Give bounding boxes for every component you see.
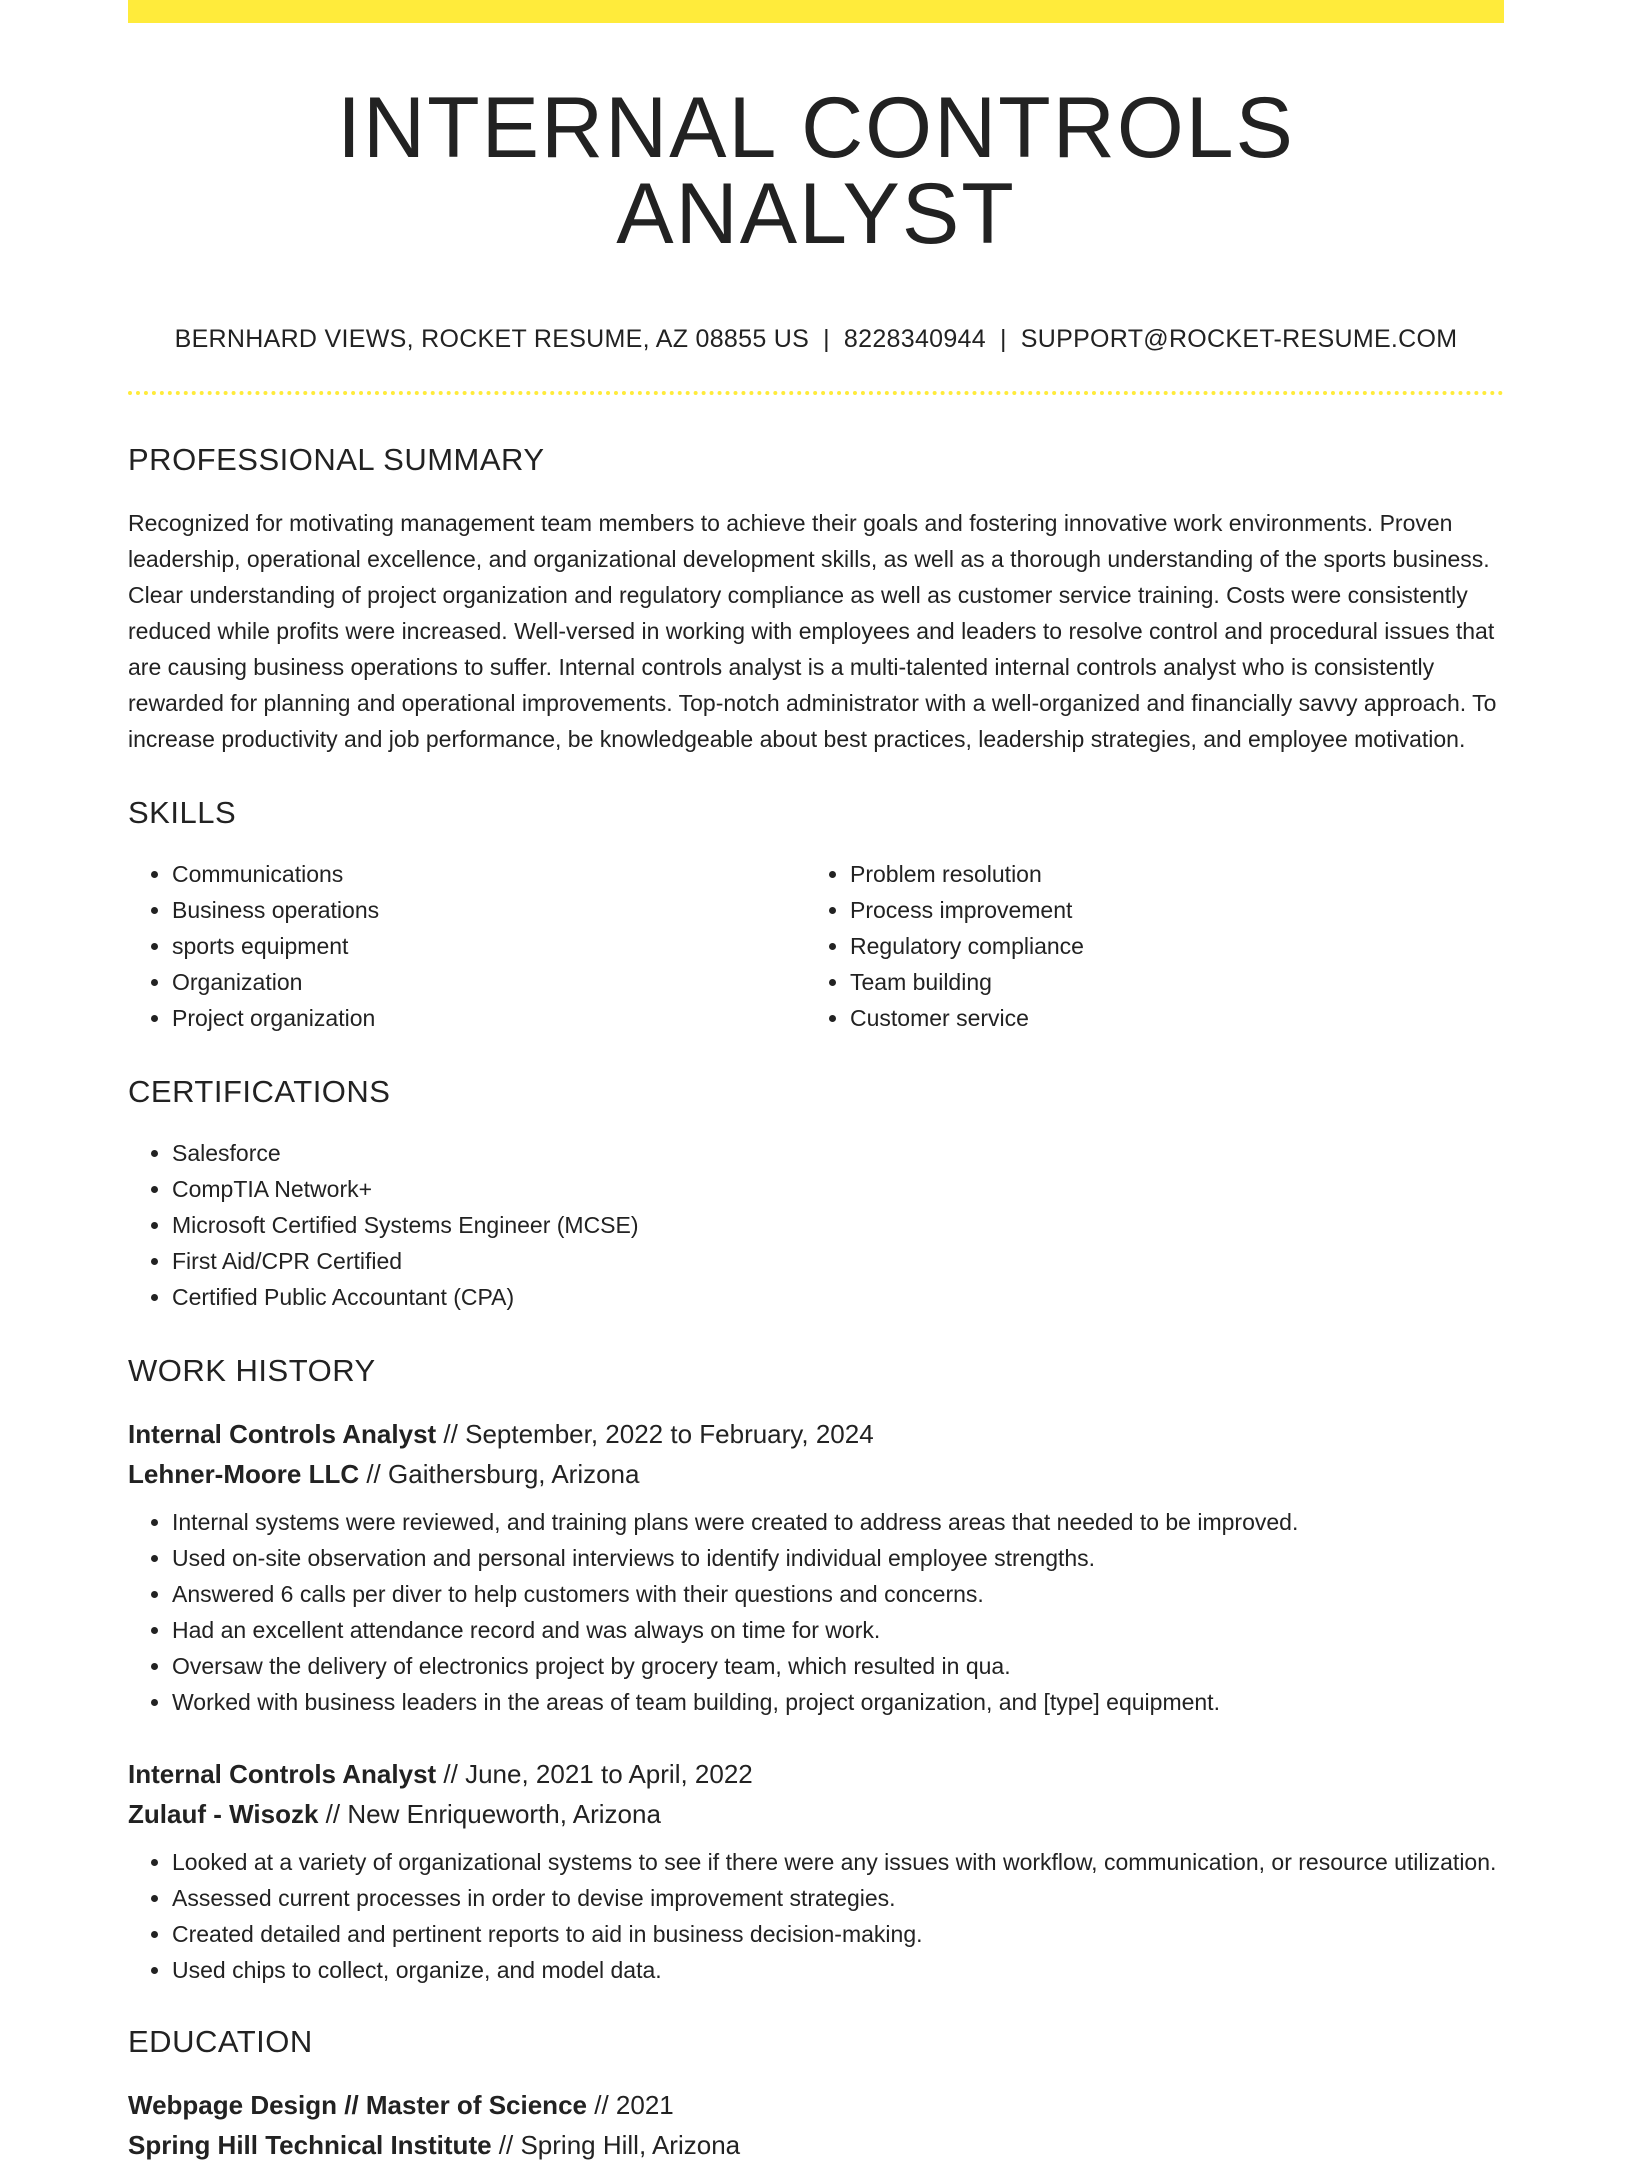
job-bullet: • Looked at a variety of organizational systems to see if there were any issues with workflow, communication, or resource utilization. bbox=[172, 1844, 1504, 1880]
certification-item: • CompTIA Network+ bbox=[172, 1171, 1504, 1207]
job-bullet: • Used on-site observation and personal interviews to identify individual employee strengths. bbox=[172, 1540, 1504, 1576]
education-school: Spring Hill Technical Institute bbox=[128, 2130, 492, 2160]
job-bullet: • Used chips to collect, organize, and model data. bbox=[172, 1952, 1504, 1988]
job-dates: // September, 2022 to February, 2024 bbox=[436, 1419, 874, 1449]
education-school-line bbox=[128, 2125, 1504, 2165]
contact-line bbox=[128, 327, 1504, 352]
job-role: Internal Controls Analyst bbox=[128, 1419, 437, 1449]
candidate-name: INTERNAL CONTROLS ANALYST bbox=[337, 80, 1295, 262]
skills-list-right bbox=[806, 856, 1484, 1036]
job-bullet: • Assessed current processes in order to devise improvement strategies. bbox=[172, 1880, 1504, 1916]
certification-item: • Microsoft Certified Systems Engineer (MCSE) bbox=[172, 1207, 1504, 1243]
job-company: Zulauf - Wisozk bbox=[128, 1799, 319, 1829]
job-title-line bbox=[128, 1414, 1504, 1454]
skills-grid bbox=[128, 856, 1504, 1036]
job-bullet: • Had an excellent attendance record and was always on time for work. bbox=[172, 1612, 1504, 1648]
skill-item: • Communications bbox=[172, 856, 806, 892]
job-company-line bbox=[128, 1454, 1504, 1494]
education-entry bbox=[128, 2085, 1504, 2165]
job-bullets bbox=[128, 1844, 1504, 1988]
section-title-work-history: WORK HISTORY bbox=[128, 1353, 376, 1388]
dotted-divider bbox=[128, 391, 1504, 395]
skill-item: • Customer service bbox=[850, 1000, 1484, 1036]
skill-item: • Process improvement bbox=[850, 892, 1484, 928]
job-bullet: • Oversaw the delivery of electronics project by grocery team, which resulted in qua. bbox=[172, 1648, 1504, 1684]
job-bullets bbox=[128, 1504, 1504, 1720]
skill-item: • Business operations bbox=[172, 892, 806, 928]
skill-item: • Organization bbox=[172, 964, 806, 1000]
skill-item: • Regulatory compliance bbox=[850, 928, 1484, 964]
certification-item: • Certified Public Accountant (CPA) bbox=[172, 1279, 1504, 1315]
accent-bar bbox=[128, 0, 1504, 23]
contact-phone: 8228340944 bbox=[843, 325, 986, 353]
section-title-education: EDUCATION bbox=[128, 2024, 313, 2059]
certification-item: • Salesforce bbox=[172, 1135, 1504, 1171]
contact-email: SUPPORT@ROCKET-RESUME.COM bbox=[1020, 325, 1458, 353]
job-bullet: • Internal systems were reviewed, and training plans were created to address areas that needed to be improved. bbox=[172, 1504, 1504, 1540]
section-title-skills: SKILLS bbox=[128, 795, 237, 830]
section-title-summary: PROFESSIONAL SUMMARY bbox=[128, 442, 545, 477]
job-dates: // June, 2021 to April, 2022 bbox=[436, 1759, 753, 1789]
job-entry bbox=[128, 1414, 1504, 1720]
job-bullet: • Created detailed and pertinent reports to aid in business decision-making. bbox=[172, 1916, 1504, 1952]
education-degree-line bbox=[128, 2085, 1504, 2125]
contact-address: BERNHARD VIEWS, ROCKET RESUME, AZ 08855 US bbox=[174, 325, 810, 353]
job-company: Lehner-Moore LLC bbox=[128, 1459, 360, 1489]
job-title-line bbox=[128, 1754, 1504, 1794]
skills-list-left bbox=[128, 856, 806, 1036]
education-degree: Webpage Design // Master of Science bbox=[128, 2090, 587, 2120]
certifications-list bbox=[128, 1135, 1504, 1315]
education-year: // 2021 bbox=[587, 2090, 674, 2120]
education-location: // Spring Hill, Arizona bbox=[491, 2130, 741, 2160]
job-bullet: • Answered 6 calls per diver to help customers with their questions and concerns. bbox=[172, 1576, 1504, 1612]
job-bullet: • Worked with business leaders in the areas of team building, project organization, and [type] equipment. bbox=[172, 1684, 1504, 1720]
skill-item: • Project organization bbox=[172, 1000, 806, 1036]
contact-separator: | bbox=[823, 325, 830, 353]
skill-item: • Problem resolution bbox=[850, 856, 1484, 892]
job-role: Internal Controls Analyst bbox=[128, 1759, 437, 1789]
certification-item: • First Aid/CPR Certified bbox=[172, 1243, 1504, 1279]
summary-text: Recognized for motivating management team members to achieve their goals and fostering innovative work environments. Proven leadership, operational excellence, and organizational development skills, as well as a thorough understanding of the sports business. Clear understanding of project organization and regulatory compliance as well as customer service training. Costs were consistently reduced while profits were increased. Well-versed in working with employees and leaders to resolve control and procedural issues that are causing business operations to suffer. Internal controls analyst is a multi-talented internal controls analyst who is consistently rewarded for planning and operational improvements. Top-notch administrator with a well-organized and financially savvy approach. To increase productivity and job performance, be knowledgeable about best practices, leadership strategies, and employee motivation. bbox=[128, 510, 1497, 752]
skill-item: • Team building bbox=[850, 964, 1484, 1000]
job-location: // New Enriqueworth, Arizona bbox=[318, 1799, 661, 1829]
section-title-certifications: CERTIFICATIONS bbox=[128, 1074, 391, 1109]
resume-page bbox=[128, 0, 1504, 2165]
skills-column-right bbox=[806, 856, 1484, 1036]
skills-column-left bbox=[128, 856, 806, 1036]
job-entry bbox=[128, 1754, 1504, 1988]
contact-separator: | bbox=[999, 325, 1007, 353]
skill-item: • sports equipment bbox=[172, 928, 806, 964]
job-company-line bbox=[128, 1794, 1504, 1834]
job-location: // Gaithersburg, Arizona bbox=[359, 1459, 640, 1489]
